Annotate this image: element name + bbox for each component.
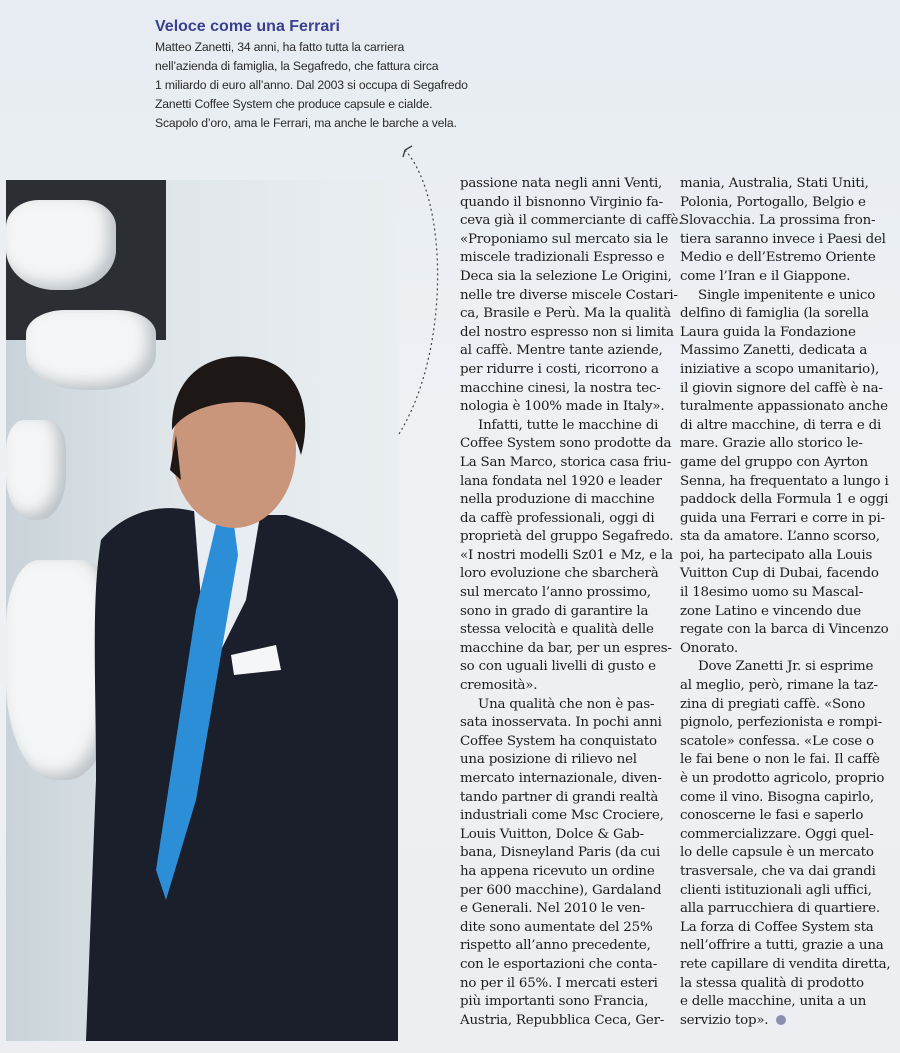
article-line: so con uguali livelli di gusto e bbox=[460, 659, 656, 675]
article-line: Coffee System sono prodotte da bbox=[460, 436, 672, 452]
article-line: iniziative a scopo umanitario), bbox=[680, 361, 880, 377]
article-line: per ridurre i costi, ricorrono a bbox=[460, 361, 659, 377]
article-line: lo delle capsule è un mercato bbox=[680, 845, 874, 861]
article-line: «I nostri modelli Sz01 e Mz, e la bbox=[460, 547, 673, 563]
article-line: paddock della Formula 1 e oggi bbox=[680, 492, 889, 508]
article-line: e delle macchine, unita a un bbox=[680, 994, 867, 1010]
article-line: Una qualità che non è pas- bbox=[478, 696, 655, 712]
article-line: stessa velocità e qualità delle bbox=[460, 622, 654, 638]
article-line: una posizione di rilievo nel bbox=[460, 752, 637, 768]
article-line: Dove Zanetti Jr. si esprime bbox=[698, 659, 874, 675]
article-line: no per il 65%. I mercati esteri bbox=[460, 975, 658, 991]
article-line: La forza di Coffee System sta bbox=[680, 919, 874, 935]
article-line: la stessa qualità di prodotto bbox=[680, 975, 864, 991]
portrait-photo bbox=[6, 180, 398, 1041]
article-column-1 bbox=[460, 175, 683, 1030]
article-line: Slovacchia. La prossima fron- bbox=[680, 213, 876, 229]
caption-line: 1 miliardo di euro all’anno. Dal 2003 si occupa di Segafredo bbox=[155, 78, 468, 92]
article-line: mania, Australia, Stati Uniti, bbox=[680, 176, 869, 191]
article-line: clienti istituzionali agli uffici, bbox=[680, 882, 872, 898]
article-line: è un prodotto agricolo, proprio bbox=[680, 771, 885, 786]
article-line: macchine cinesi, la nostra tec- bbox=[460, 380, 661, 396]
article-column-2 bbox=[680, 175, 891, 1030]
article-line: come il vino. Bisogna capirlo, bbox=[680, 789, 874, 805]
article-line: sta da amatore. L’anno scorso, bbox=[680, 529, 880, 545]
article-line: miscele tradizionali Espresso e bbox=[460, 250, 665, 266]
article-line: Single impenitente e unico bbox=[698, 287, 876, 303]
article-line bbox=[680, 1012, 880, 1031]
article-line: Polonia, Portogallo, Belgio e bbox=[680, 194, 866, 210]
article-line: Austria, Repubblica Ceca, Ger- bbox=[460, 1012, 665, 1028]
article-line: cremosità». bbox=[460, 678, 538, 694]
article-line: le fai bene o non le fai. Il caffè bbox=[680, 752, 880, 768]
article-line: per 600 macchine), Gardaland bbox=[460, 882, 662, 898]
article-line: regate con la barca di Vincenzo bbox=[680, 622, 889, 638]
caption-line: Zanetti Coffee System che produce capsule e cialde. bbox=[155, 97, 433, 111]
article-line: commercializzare. Oggi quel- bbox=[680, 826, 874, 842]
article-line: La San Marco, storica casa friu- bbox=[460, 454, 672, 470]
article-line: nologia è 100% made in Italy». bbox=[460, 399, 665, 415]
article-line: del nostro espresso non si limita bbox=[460, 324, 674, 340]
article-line: Laura guida la Fondazione bbox=[680, 324, 856, 340]
article-line: sono in grado di garantire la bbox=[460, 603, 649, 619]
article-line: trasversale, che va dai grandi bbox=[680, 863, 876, 879]
article-line: il 18esimo uomo su Mascal- bbox=[680, 585, 864, 601]
article-line: delfino di famiglia (la sorella bbox=[680, 306, 869, 322]
man-figure bbox=[6, 180, 398, 1041]
article-line: come l’Iran e il Giappone. bbox=[680, 268, 851, 284]
photo-caption bbox=[155, 18, 485, 133]
article-line: da caffè professionali, oggi di bbox=[460, 510, 655, 526]
article-line: Louis Vuitton, Dolce & Gab- bbox=[460, 826, 644, 842]
article-line: quando il bisnonno Virginio fa- bbox=[460, 194, 663, 210]
article-line: zina di pregiati caffè. «Sono bbox=[680, 696, 866, 712]
article-line: sul mercato l’anno prossimo, bbox=[460, 585, 651, 601]
article-line: lana fondata nel 1920 e leader bbox=[460, 473, 662, 489]
article-line: tiera saranno invece i Paesi del bbox=[680, 231, 886, 247]
article-line: mercato internazionale, diven- bbox=[460, 771, 662, 786]
article-line: loro evoluzione che sbarcherà bbox=[460, 566, 659, 582]
article-line: rispetto all’anno precedente, bbox=[460, 938, 651, 954]
article-line: scatole» confessa. «Le cose o bbox=[680, 733, 874, 749]
article-line: passione nata negli anni Venti, bbox=[460, 176, 663, 191]
article-line: con le esportazioni che conta- bbox=[460, 956, 658, 972]
article-line: Medio e dell’Estremo Oriente bbox=[680, 250, 876, 266]
caption-body bbox=[155, 38, 485, 133]
article-line: turalmente appassionato anche bbox=[680, 399, 888, 415]
caption-title: Veloce come una Ferrari bbox=[155, 18, 340, 35]
article-line: Massimo Zanetti, dedicata a bbox=[680, 343, 868, 359]
article-line: sata inosservata. In pochi anni bbox=[460, 715, 662, 731]
article-line: ha appena ricevuto un ordine bbox=[460, 863, 655, 879]
caption-line: Matteo Zanetti, 34 anni, ha fatto tutta la carriera bbox=[155, 40, 405, 54]
article-line: «Proponiamo sul mercato sia le bbox=[460, 231, 669, 247]
article-line-text: servizio top». bbox=[680, 1012, 769, 1028]
article-line: industriali come Msc Crociere, bbox=[460, 808, 664, 824]
article-line: Infatti, tutte le macchine di bbox=[478, 417, 659, 433]
article-line: più importanti sono Francia, bbox=[460, 994, 649, 1010]
end-of-article-icon bbox=[776, 1015, 786, 1025]
article-line: conoscerne le fasi e saperlo bbox=[680, 808, 864, 824]
article-line: al caffè. Mentre tante aziende, bbox=[460, 343, 663, 359]
article-line: poi, ha partecipato alla Louis bbox=[680, 547, 873, 563]
article-line: game del gruppo con Ayrton bbox=[680, 454, 868, 470]
article-line: ceva già il commerciante di caffè. bbox=[460, 213, 683, 229]
caption-line: nell’azienda di famiglia, la Segafredo, che fattura circa bbox=[155, 59, 439, 73]
article-line: pignolo, perfezionista e rompi- bbox=[680, 715, 883, 731]
article-line: di altre macchine, di terra e di bbox=[680, 417, 882, 433]
article-line: nelle tre diverse miscele Costari- bbox=[460, 287, 678, 303]
article-line: e Generali. Nel 2010 le ven- bbox=[460, 901, 645, 917]
article-line: al meglio, però, rimane la taz- bbox=[680, 678, 878, 694]
caption-line: Scapolo d’oro, ama le Ferrari, ma anche le barche a vela. bbox=[155, 116, 457, 130]
article-line: bana, Disneyland Paris (da cui bbox=[460, 845, 661, 861]
article-line: Onorato. bbox=[680, 640, 738, 656]
article-line: nell’offrire a tutti, grazie a una bbox=[680, 938, 884, 954]
article-line: ca, Brasile e Perù. Ma la qualità bbox=[460, 306, 671, 322]
article-line: Deca sia la selezione Le Origini, bbox=[460, 268, 672, 284]
article-line: Coffee System ha conquistato bbox=[460, 733, 657, 749]
article-line: Senna, ha frequentato a lungo i bbox=[680, 473, 889, 489]
article-line: dite sono aumentate del 25% bbox=[460, 919, 653, 935]
article-line: proprietà del gruppo Segafredo. bbox=[460, 529, 674, 545]
article-line: alla parrucchiera di quartiere. bbox=[680, 901, 880, 917]
article-line: mare. Grazie allo storico le- bbox=[680, 436, 863, 452]
article-line: nella produzione di macchine bbox=[460, 492, 655, 508]
article-line: rete capillare di vendita diretta, bbox=[680, 956, 891, 972]
article-line: macchine da bar, per un espres- bbox=[460, 640, 672, 656]
article-line: Vuitton Cup di Dubai, facendo bbox=[680, 566, 879, 582]
article-line: il giovin signore del caffè è na- bbox=[680, 380, 883, 396]
article-line: zone Latino e vincendo due bbox=[680, 603, 861, 619]
article-line: tando partner di grandi realtà bbox=[460, 789, 659, 805]
article-line: guida una Ferrari e corre in pi- bbox=[680, 510, 885, 526]
